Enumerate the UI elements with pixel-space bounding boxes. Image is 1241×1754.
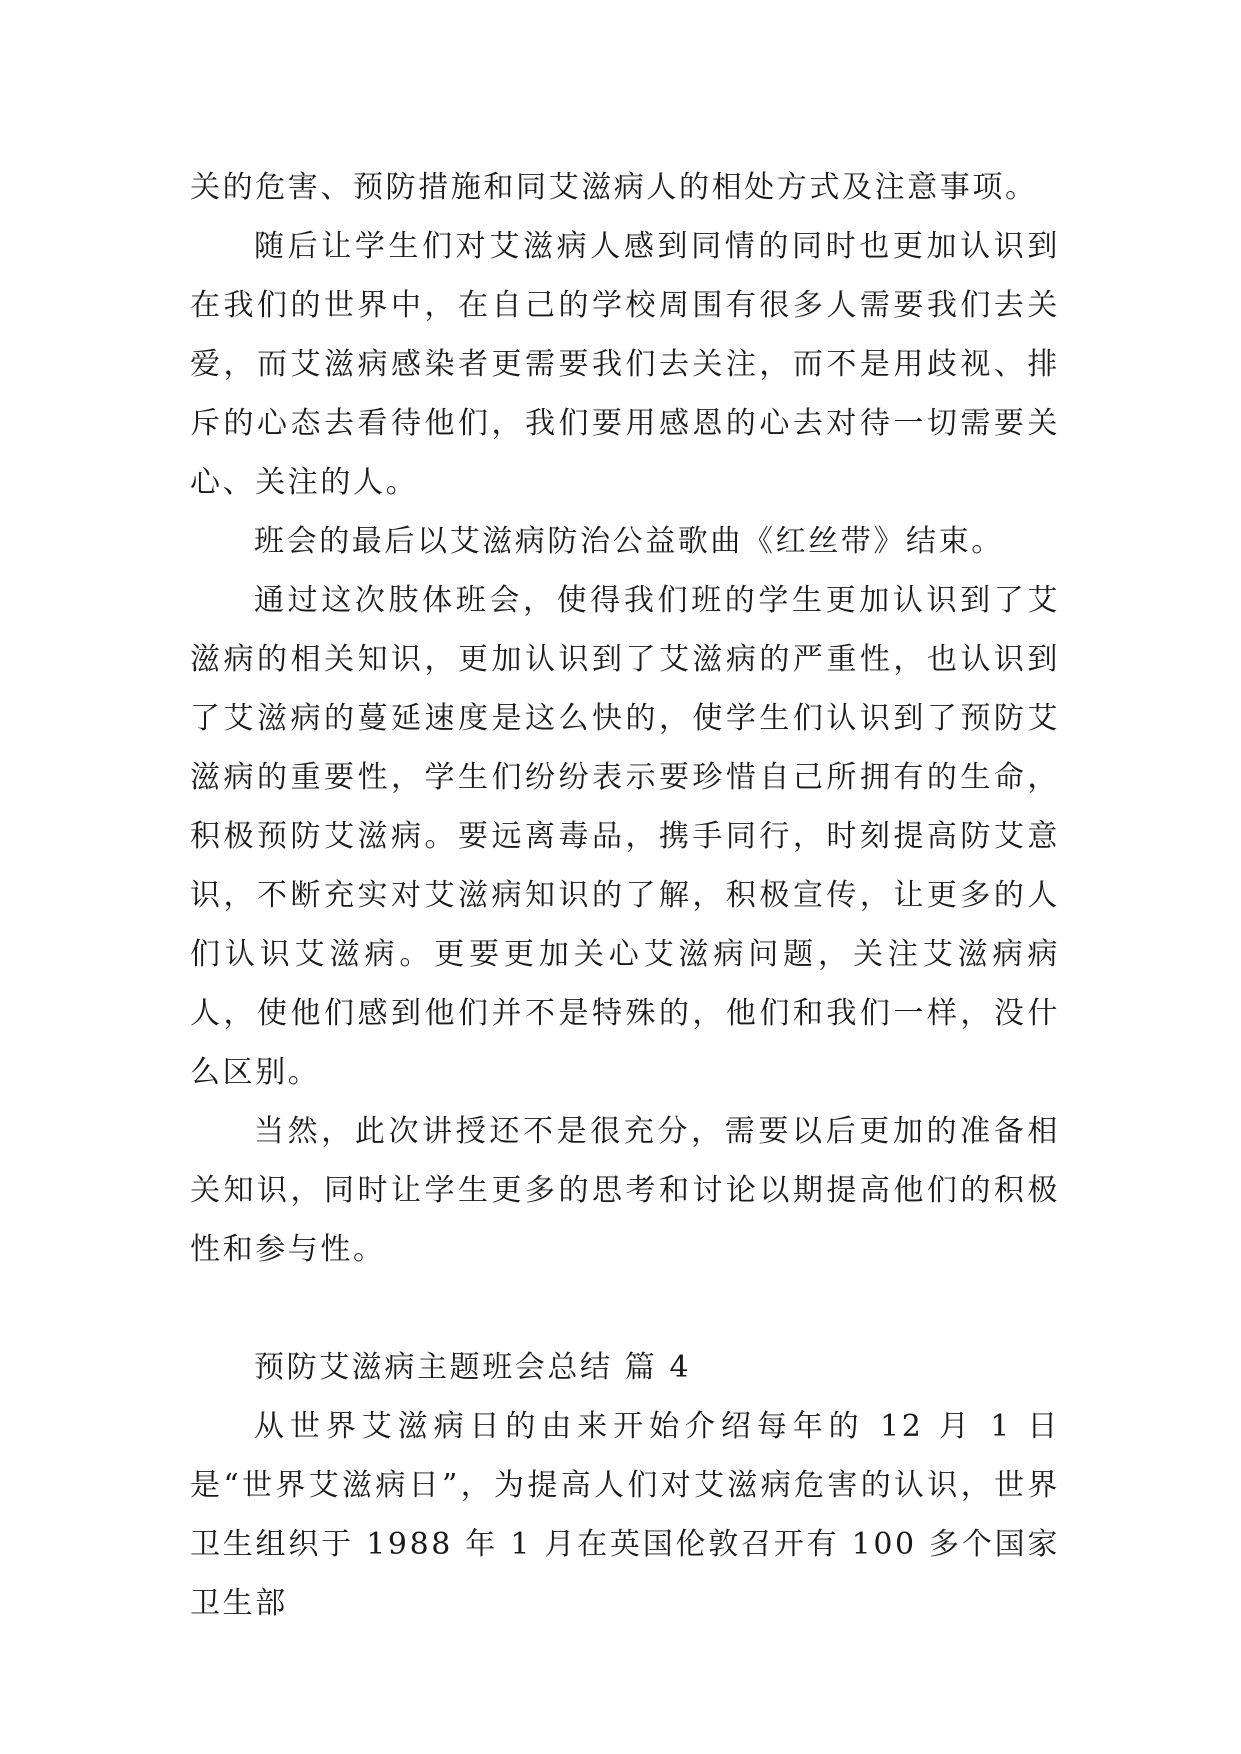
paragraph: 班会的最后以艾滋病防治公益歌曲《红丝带》结束。 xyxy=(254,524,1004,559)
document-body xyxy=(190,158,1060,1633)
paragraph: 随后让学生们对艾滋病人感到同情的同时也更加认识到在我们的世界中，在自己的学校周围有很多人需要我们去关爱，而艾滋病感染者更需要我们去关注，而不是用歧视、排斥的心态去看待他们，我们要用感恩的心去对待一切需要关心、关注的人。 xyxy=(190,229,1060,500)
section-spacer xyxy=(190,1279,1060,1338)
paragraph: 通过这次肢体班会，使得我们班的学生更加认识到了艾滋病的相关知识，更加认识到了艾滋病的严重性，也认识到了艾滋病的蔓延速度是这么快的，使学生们认识到了预防艾滋病的重要性，学生们纷纷表示要珍惜自己所拥有的生命，积极预防艾滋病。要远离毒品，携手同行，时刻提高防艾意识，不断充实对艾滋病知识的了解，积极宣传，让更多的人们认识艾滋病。更要更加关心艾滋病问题，关注艾滋病病人，使他们感到他们并不是特殊的，他们和我们一样，没什么区别。 xyxy=(190,583,1060,1090)
paragraph: 当然，此次讲授还不是很充分，需要以后更加的准备相关知识，同时让学生更多的思考和讨论以期提高他们的积极性和参与性。 xyxy=(190,1114,1060,1267)
section-heading: 预防艾滋病主题班会总结 篇 4 xyxy=(254,1350,692,1385)
paragraph: 从世界艾滋病日的由来开始介绍每年的 12 月 1 日是“世界艾滋病日”，为提高人们对艾滋病危害的认识，世界卫生组织于 1988 年 1 月在英国伦敦召开有 100 多个国家卫生部 xyxy=(190,1409,1060,1621)
paragraph-continuation: 关的危害、预防措施和同艾滋病人的相处方式及注意事项。 xyxy=(190,170,1038,205)
